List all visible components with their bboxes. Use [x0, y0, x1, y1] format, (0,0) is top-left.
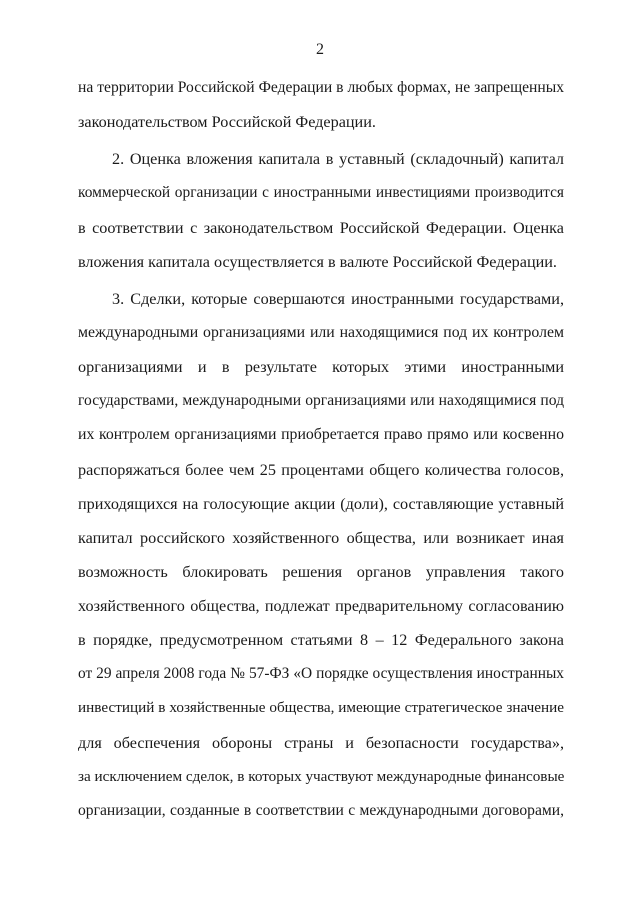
text-line: приходящихся на голосующие акции (доли), составляющие уставный [78, 495, 564, 513]
text-line: хозяйственного общества, подлежат предварительному согласованию [78, 597, 564, 615]
text-line: коммерческой организации с иностранными инвестициями производится [78, 184, 564, 201]
text-line: на территории Российской Федерации в любых формах, не запрещенных [78, 79, 564, 96]
text-line: вложения капитала осуществляется в валюте Российской Федерации. [78, 253, 557, 271]
text-line: организациями и в результате которых этими иностранными [78, 358, 564, 376]
text-line: международными организациями или находящимися под их контролем [78, 324, 564, 341]
text-line: распоряжаться более чем 25 процентами общего количества голосов, [78, 461, 564, 479]
text-line: возможность блокировать решения органов управления такого [78, 563, 564, 581]
page-number: 2 [316, 41, 324, 58]
text-line: 2. Оценка вложения капитала в уставный (складочный) капитал [112, 150, 564, 168]
text-line: законодательством Российской Федерации. [78, 113, 376, 131]
text-line: за исключением сделок, в которых участвуют международные финансовые [78, 768, 565, 785]
text-line: инвестиций в хозяйственные общества, имеющие стратегическое значение [78, 699, 564, 716]
text-line: их контролем организациями приобретается право прямо или косвенно [78, 426, 564, 443]
text-line: для обеспечения обороны страны и безопасности государства», [78, 734, 564, 752]
text-line: в соответствии с законодательством Российской Федерации. Оценка [78, 219, 564, 237]
text-line: капитал российского хозяйственного общества, или возникает иная [78, 529, 564, 547]
text-line: организации, созданные в соответствии с международными договорами, [78, 802, 564, 819]
text-line: от 29 апреля 2008 года № 57-ФЗ «О порядке осуществления иностранных [78, 665, 564, 682]
text-line: в порядке, предусмотренном статьями 8 – 12 Федерального закона [78, 631, 564, 649]
text-line: 3. Сделки, которые совершаются иностранными государствами, [112, 290, 564, 308]
text-line: государствами, международными организациями или находящимися под [78, 392, 564, 409]
